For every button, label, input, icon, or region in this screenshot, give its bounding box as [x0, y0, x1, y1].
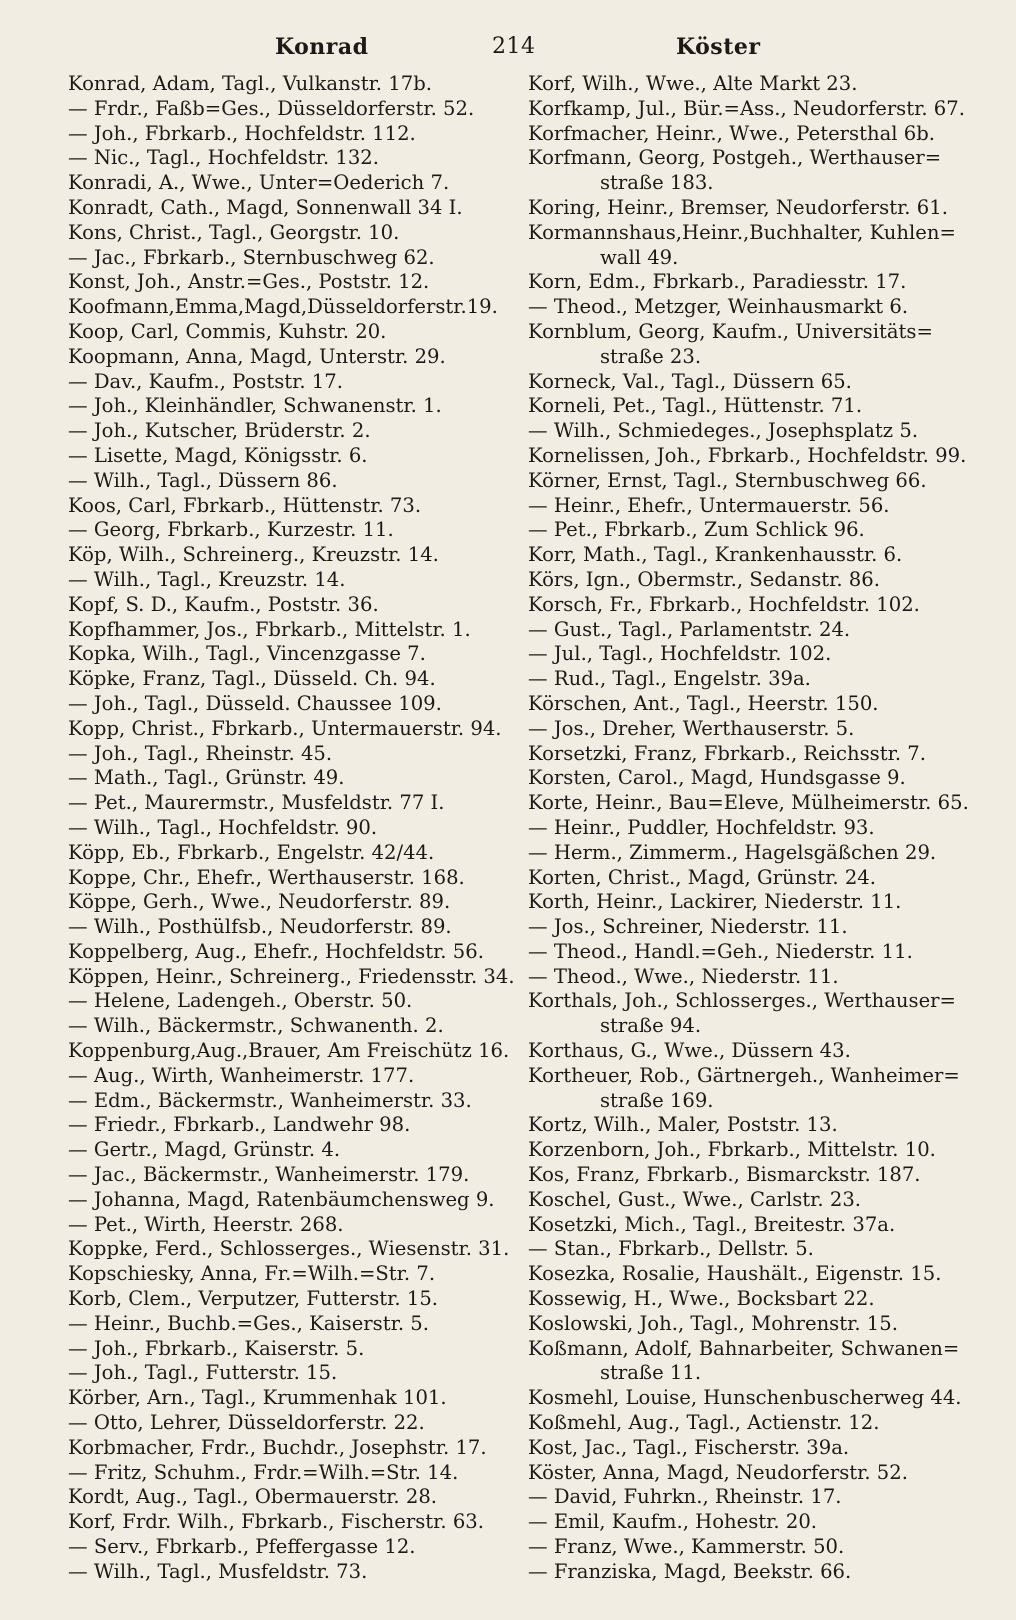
directory-entry: — Joh., Kutscher, Brüderstr. 2.: [68, 419, 371, 443]
directory-entry: — Rud., Tagl., Engelstr. 39a.: [528, 667, 811, 691]
directory-entry: — Heinr., Ehefr., Untermauerstr. 56.: [528, 493, 890, 517]
directory-entry: Kos, Franz, Fbrkarb., Bismarckstr. 187.: [528, 1163, 921, 1187]
directory-entry: — Jos., Dreher, Werthauserstr. 5.: [528, 716, 855, 740]
directory-entry: — Theod., Wwe., Niederstr. 11.: [528, 964, 839, 988]
directory-entry: Koofmann,Emma,Magd,Düsseldorferstr.19.: [68, 295, 498, 319]
directory-entry: Konst, Joh., Anstr.=Ges., Poststr. 12.: [68, 270, 430, 294]
header-last-name: Köster: [676, 34, 761, 60]
directory-entry: Korthaus, G., Wwe., Düssern 43.: [528, 1039, 851, 1063]
directory-entry: — Pet., Wirth, Heerstr. 268.: [68, 1212, 344, 1236]
directory-entry: Körschen, Ant., Tagl., Heerstr. 150.: [528, 691, 879, 715]
directory-entry: — Joh., Tagl., Futterstr. 15.: [68, 1361, 338, 1385]
directory-entry: — Heinr., Puddler, Hochfeldstr. 93.: [528, 815, 875, 839]
directory-entry: — Heinr., Buchb.=Ges., Kaiserstr. 5.: [68, 1311, 429, 1335]
directory-entry: Köp, Wilh., Schreinerg., Kreuzstr. 14.: [68, 543, 439, 567]
directory-entry-continuation: wall 49.: [600, 245, 679, 269]
directory-entry: Korb, Clem., Verputzer, Futterstr. 15.: [68, 1287, 439, 1311]
directory-entry: — Friedr., Fbrkarb., Landwehr 98.: [68, 1113, 411, 1137]
directory-entry: Kordt, Aug., Tagl., Obermauerstr. 28.: [68, 1485, 438, 1509]
directory-entry: Korten, Christ., Magd, Grünstr. 24.: [528, 865, 876, 889]
directory-entry: Koppenburg,Aug.,Brauer, Am Freischütz 16.: [68, 1039, 510, 1063]
directory-entry: Korfmacher, Heinr., Wwe., Petersthal 6b.: [528, 121, 935, 145]
page-number: 214: [492, 34, 536, 59]
directory-entry: Koslowski, Joh., Tagl., Mohrenstr. 15.: [528, 1311, 898, 1335]
directory-entry: — Dav., Kaufm., Poststr. 17.: [68, 369, 343, 393]
directory-entry: Korsten, Carol., Magd, Hundsgasse 9.: [528, 766, 906, 790]
directory-entry: Korn, Edm., Fbrkarb., Paradiesstr. 17.: [528, 270, 907, 294]
directory-entry: Korsetzki, Franz, Fbrkarb., Reichsstr. 7.: [528, 741, 926, 765]
directory-entry: Koppelberg, Aug., Ehefr., Hochfeldstr. 56.: [68, 939, 484, 963]
directory-entry-continuation: straße 11.: [600, 1361, 702, 1385]
directory-entry: — Nic., Tagl., Hochfeldstr. 132.: [68, 146, 379, 170]
directory-entry: — Emil, Kaufm., Hohestr. 20.: [528, 1510, 818, 1534]
directory-entry: Köppen, Heinr., Schreinerg., Friedensstr. 34.: [68, 964, 515, 988]
directory-entry: Kosezka, Rosalie, Haushält., Eigenstr. 15.: [528, 1262, 942, 1286]
directory-entry: — David, Fuhrkn., Rheinstr. 17.: [528, 1485, 842, 1509]
directory-entry: Kosmehl, Louise, Hunschenbuscherweg 44.: [528, 1386, 962, 1410]
directory-entry: Koos, Carl, Fbrkarb., Hüttenstr. 73.: [68, 493, 422, 517]
header-first-name: Konrad: [275, 34, 369, 60]
directory-entry: Kopp, Christ., Fbrkarb., Untermauerstr. 94.: [68, 716, 502, 740]
directory-entry: Kosetzki, Mich., Tagl., Breitestr. 37a.: [528, 1212, 896, 1236]
directory-entry: Korf, Wilh., Wwe., Alte Markt 23.: [528, 72, 858, 95]
directory-entry: Köppe, Gerh., Wwe., Neudorferstr. 89.: [68, 890, 451, 914]
directory-entry: Kortz, Wilh., Maler, Poststr. 13.: [528, 1113, 838, 1137]
directory-entry: — Fritz, Schuhm., Frdr.=Wilh.=Str. 14.: [68, 1460, 459, 1484]
directory-entry: Kossewig, H., Wwe., Bocksbart 22.: [528, 1287, 875, 1311]
directory-entry: — Theod., Metzger, Weinhausmarkt 6.: [528, 295, 909, 319]
directory-entry: Korth, Heinr., Lackirer, Niederstr. 11.: [528, 890, 902, 914]
directory-entry: Korfmann, Georg, Postgeh., Werthauser=: [528, 146, 942, 170]
directory-entry: Kopfhammer, Jos., Fbrkarb., Mittelstr. 1.: [68, 617, 471, 641]
directory-entry: Köpp, Eb., Fbrkarb., Engelstr. 42/44.: [68, 840, 435, 864]
directory-entry: — Gertr., Magd, Grünstr. 4.: [68, 1138, 341, 1162]
directory-entry: Konrad, Adam, Tagl., Vulkanstr. 17b.: [68, 72, 432, 95]
directory-entry: — Wilh., Tagl., Düssern 86.: [68, 468, 338, 492]
directory-entry: — Math., Tagl., Grünstr. 49.: [68, 766, 345, 790]
page-header: [0, 30, 1016, 64]
directory-entry: — Gust., Tagl., Parlamentstr. 24.: [528, 617, 851, 641]
directory-entry: Korbmacher, Frdr., Buchdr., Josephstr. 17.: [68, 1435, 487, 1459]
directory-entry: Koppe, Chr., Ehefr., Werthauserstr. 168.: [68, 865, 465, 889]
directory-entry: Koop, Carl, Commis, Kuhstr. 20.: [68, 319, 387, 343]
directory-entry: — Joh., Tagl., Rheinstr. 45.: [68, 741, 333, 765]
directory-entry: — Wilh., Tagl., Hochfeldstr. 90.: [68, 815, 378, 839]
directory-entry: Kortheuer, Rob., Gärtnergeh., Wanheimer=: [528, 1063, 960, 1087]
directory-entry: — Aug., Wirth, Wanheimerstr. 177.: [68, 1063, 415, 1087]
directory-entry: — Jos., Schreiner, Niederstr. 11.: [528, 915, 848, 939]
directory-entry: Kopf, S. D., Kaufm., Poststr. 36.: [68, 592, 379, 616]
directory-entry: — Pet., Fbrkarb., Zum Schlick 96.: [528, 518, 865, 542]
directory-entry: — Joh., Kleinhändler, Schwanenstr. 1.: [68, 394, 442, 418]
directory-entry: — Joh., Fbrkarb., Hochfeldstr. 112.: [68, 121, 416, 145]
directory-entry: — Wilh., Schmiedeges., Josephsplatz 5.: [528, 419, 919, 443]
directory-entry: Kornelissen, Joh., Fbrkarb., Hochfeldstr. 99.: [528, 443, 967, 467]
directory-entry: — Jac., Bäckermstr., Wanheimerstr. 179.: [68, 1163, 470, 1187]
directory-entry: — Wilh., Tagl., Kreuzstr. 14.: [68, 567, 346, 591]
directory-entry: Körs, Ign., Obermstr., Sedanstr. 86.: [528, 567, 880, 591]
directory-entry: Korzenborn, Joh., Fbrkarb., Mittelstr. 10.: [528, 1138, 936, 1162]
directory-entry: — Frdr., Faßb=Ges., Düsseldorferstr. 52.: [68, 96, 475, 120]
directory-entry: — Wilh., Posthülfsb., Neudorferstr. 89.: [68, 915, 452, 939]
right-column: [528, 72, 973, 1585]
directory-entry: Korte, Heinr., Bau=Eleve, Mülheimerstr. 65.: [528, 791, 969, 815]
directory-entry-continuation: straße 169.: [600, 1088, 714, 1112]
directory-entry: — Georg, Fbrkarb., Kurzestr. 11.: [68, 518, 394, 542]
left-column: [68, 72, 515, 1585]
directory-entry: Korfkamp, Jul., Bür.=Ass., Neudorferstr. 67.: [528, 96, 965, 120]
directory-entry: Korsch, Fr., Fbrkarb., Hochfeldstr. 102.: [528, 592, 920, 616]
directory-entry: — Lisette, Magd, Königsstr. 6.: [68, 443, 368, 467]
directory-entry: Koßmehl, Aug., Tagl., Actienstr. 12.: [528, 1411, 880, 1435]
directory-entry: — Edm., Bäckermstr., Wanheimerstr. 33.: [68, 1088, 472, 1112]
directory-entry: Köpke, Franz, Tagl., Düsseld. Ch. 94.: [68, 667, 436, 691]
directory-entry: — Stan., Fbrkarb., Dellstr. 5.: [528, 1237, 814, 1261]
directory-entry: Koring, Heinr., Bremser, Neudorferstr. 61.: [528, 195, 948, 219]
directory-entry: Körber, Arn., Tagl., Krummenhak 101.: [68, 1386, 447, 1410]
directory-entry: — Joh., Fbrkarb., Kaiserstr. 5.: [68, 1336, 365, 1360]
directory-entry: — Helene, Ladengeh., Oberstr. 50.: [68, 989, 413, 1013]
directory-entry: Korr, Math., Tagl., Krankenhausstr. 6.: [528, 543, 903, 567]
directory-entry: — Pet., Maurermstr., Musfeldstr. 77 I.: [68, 791, 445, 815]
directory-entry: Koopmann, Anna, Magd, Unterstr. 29.: [68, 344, 446, 368]
directory-entry: — Franz, Wwe., Kammerstr. 50.: [528, 1535, 845, 1559]
directory-entry: Konradt, Cath., Magd, Sonnenwall 34 I.: [68, 195, 463, 219]
directory-entry-continuation: straße 183.: [600, 171, 714, 195]
directory-entry: Körner, Ernst, Tagl., Sternbuschweg 66.: [528, 468, 927, 492]
directory-entry: Kons, Christ., Tagl., Georgstr. 10.: [68, 220, 400, 244]
directory-entry: Kopschiesky, Anna, Fr.=Wilh.=Str. 7.: [68, 1262, 436, 1286]
directory-entry: — Jac., Fbrkarb., Sternbuschweg 62.: [68, 245, 435, 269]
directory-entry: Konradi, A., Wwe., Unter=Oederich 7.: [68, 171, 450, 195]
directory-entry: Kost, Jac., Tagl., Fischerstr. 39a.: [528, 1435, 850, 1459]
directory-entry: Korneck, Val., Tagl., Düssern 65.: [528, 369, 852, 393]
directory-entry: — Wilh., Tagl., Musfeldstr. 73.: [68, 1559, 368, 1583]
directory-entry: Kornblum, Georg, Kaufm., Universitäts=: [528, 319, 933, 343]
directory-entry: Köster, Anna, Magd, Neudorferstr. 52.: [528, 1460, 908, 1484]
directory-entry: — Herm., Zimmerm., Hagelsgäßchen 29.: [528, 840, 937, 864]
directory-entry: Kormannshaus,Heinr.,Buchhalter, Kuhlen=: [528, 220, 956, 244]
directory-entry: Koschel, Gust., Wwe., Carlstr. 23.: [528, 1187, 862, 1211]
directory-entry: — Theod., Handl.=Geh., Niederstr. 11.: [528, 939, 913, 963]
directory-entry: — Franziska, Magd, Beekstr. 66.: [528, 1559, 852, 1583]
directory-entry-continuation: straße 94.: [600, 1014, 702, 1038]
directory-entry: Kopka, Wilh., Tagl., Vincenzgasse 7.: [68, 642, 426, 666]
directory-entry: Koßmann, Adolf, Bahnarbeiter, Schwanen=: [528, 1336, 960, 1360]
directory-entry: Koppke, Ferd., Schlosserges., Wiesenstr. 31.: [68, 1237, 510, 1261]
directory-entry: — Joh., Tagl., Düsseld. Chaussee 109.: [68, 691, 442, 715]
directory-entry-continuation: straße 23.: [600, 344, 702, 368]
directory-entry: — Otto, Lehrer, Düsseldorferstr. 22.: [68, 1411, 425, 1435]
directory-entry: — Jul., Tagl., Hochfeldstr. 102.: [528, 642, 832, 666]
directory-entry: Korf, Frdr. Wilh., Fbrkarb., Fischerstr. 63.: [68, 1510, 484, 1534]
directory-entry: Korthals, Joh., Schlosserges., Werthauser=: [528, 989, 956, 1013]
directory-entry: — Serv., Fbrkarb., Pfeffergasse 12.: [68, 1535, 416, 1559]
directory-entry: Korneli, Pet., Tagl., Hüttenstr. 71.: [528, 394, 863, 418]
directory-entry: — Wilh., Bäckermstr., Schwanenth. 2.: [68, 1014, 444, 1038]
directory-entry: — Johanna, Magd, Ratenbäumchensweg 9.: [68, 1187, 495, 1211]
